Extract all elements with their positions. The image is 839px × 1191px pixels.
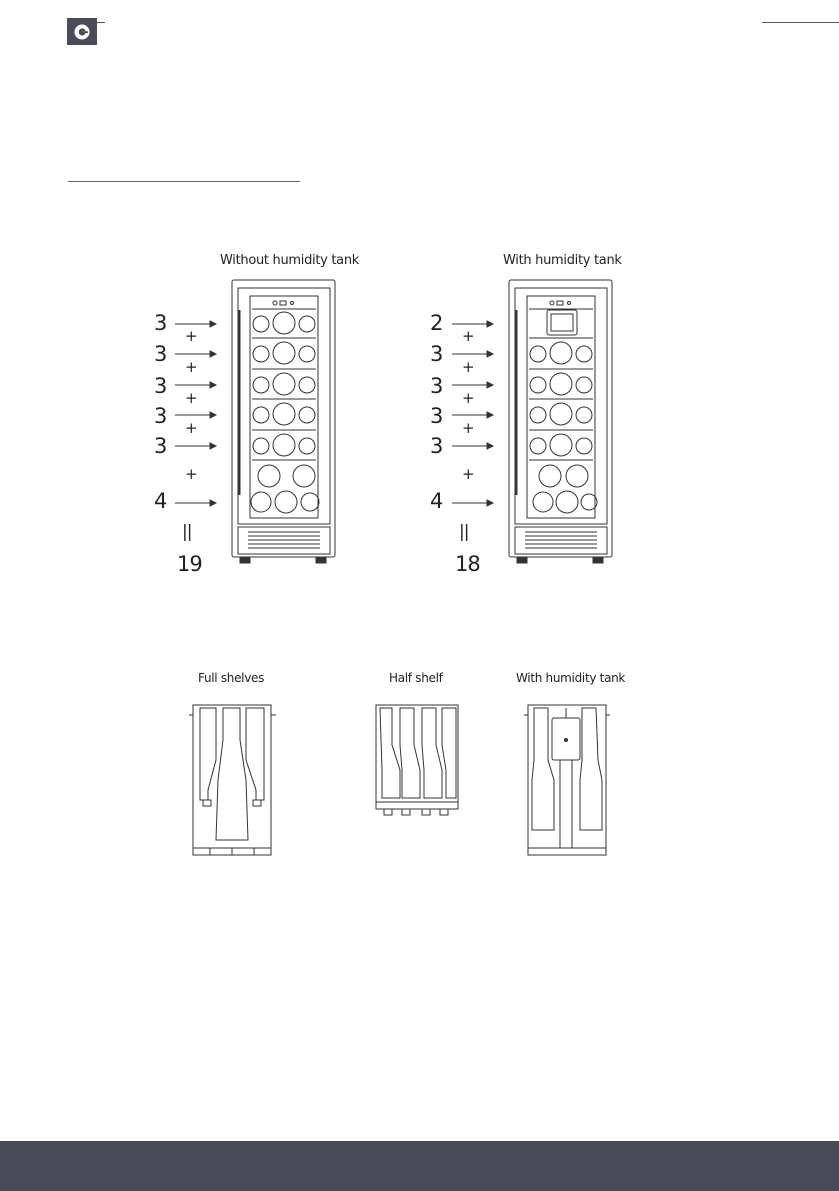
- row-count: 3: [154, 404, 167, 428]
- plus-sign: +: [462, 465, 474, 483]
- plus-sign: +: [462, 419, 474, 437]
- page-footer-bar: [0, 1141, 839, 1191]
- plus-sign: +: [185, 465, 197, 483]
- shelf-label-half: Half shelf: [389, 671, 443, 685]
- plus-sign: +: [185, 419, 197, 437]
- plus-sign: +: [185, 327, 197, 345]
- half-shelf-drawing: [370, 700, 465, 820]
- diagram-title-without-tank: Without humidity tank: [220, 253, 360, 268]
- row-count: 4: [154, 489, 167, 513]
- brand-e-icon: [73, 23, 91, 41]
- row-count: 3: [430, 404, 443, 428]
- section-underline: [68, 181, 300, 182]
- header-rule-left: [97, 22, 105, 23]
- plus-sign: +: [462, 358, 474, 376]
- total-count: 18: [455, 552, 480, 576]
- equals-sign: ||: [459, 522, 469, 542]
- plus-sign: +: [185, 358, 197, 376]
- plus-sign: +: [462, 327, 474, 345]
- row-count: 3: [430, 374, 443, 398]
- equals-sign: ||: [182, 522, 192, 542]
- row-count: 3: [154, 342, 167, 366]
- row-count: 3: [154, 311, 167, 335]
- wine-cooler-drawing: [170, 270, 350, 570]
- row-count: 3: [154, 434, 167, 458]
- plus-sign: +: [462, 389, 474, 407]
- wine-cooler-drawing-with-tank: [447, 270, 627, 570]
- row-count: 3: [430, 342, 443, 366]
- total-count: 19: [177, 552, 202, 576]
- tank-shelf-drawing: [522, 700, 612, 860]
- row-count: 3: [430, 434, 443, 458]
- row-count: 4: [430, 489, 443, 513]
- plus-sign: +: [185, 389, 197, 407]
- row-count: 3: [154, 374, 167, 398]
- diagram-title-with-tank: With humidity tank: [503, 253, 622, 268]
- row-count: 2: [430, 311, 443, 335]
- shelf-label-tank: With humidity tank: [516, 671, 626, 685]
- shelf-label-full: Full shelves: [198, 671, 265, 685]
- brand-logo: [67, 18, 97, 45]
- header-rule-right: [762, 22, 839, 23]
- full-shelf-drawing: [188, 700, 278, 860]
